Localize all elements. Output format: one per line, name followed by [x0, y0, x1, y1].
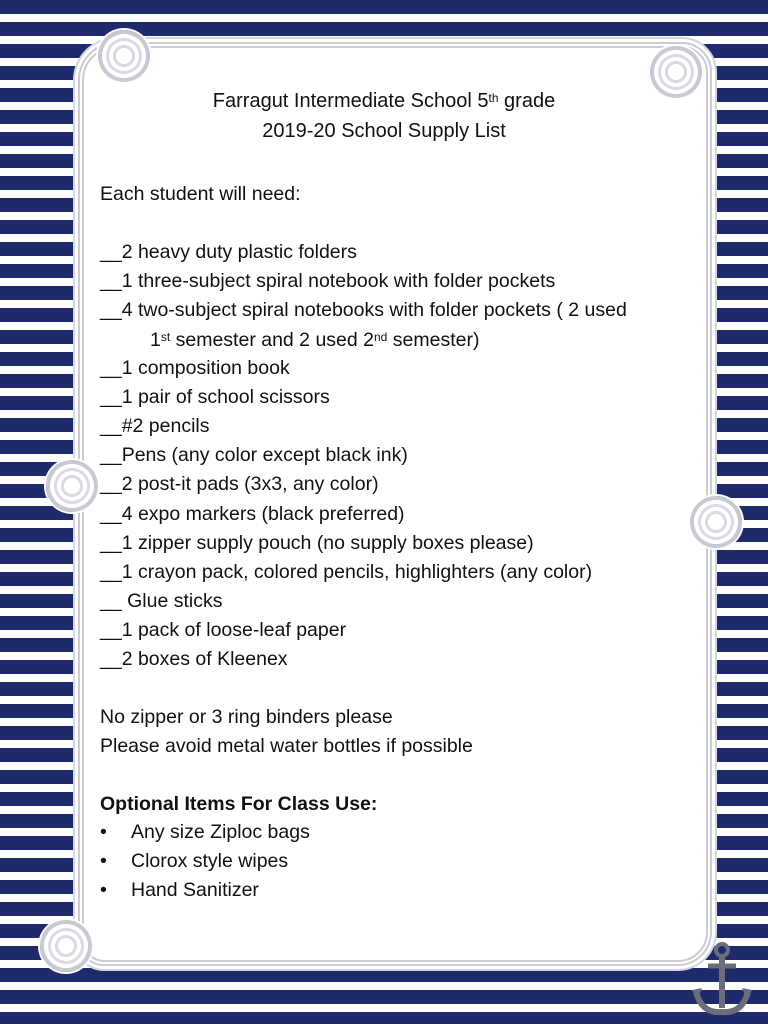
- page-subtitle: 2019-20 School Supply List: [262, 120, 506, 142]
- list-item: __Pens (any color except black ink): [100, 444, 408, 466]
- list-item: __ Glue sticks: [100, 590, 223, 612]
- list-item: __1 pair of school scissors: [100, 386, 330, 408]
- list-item: __2 post-it pads (3x3, any color): [100, 473, 379, 495]
- bullet-icon: •: [100, 821, 107, 843]
- rope-knot-bottom-left: [40, 920, 92, 972]
- list-item: __4 two-subject spiral notebooks with folder pockets ( 2 used: [100, 299, 627, 321]
- list-item: __2 heavy duty plastic folders: [100, 241, 357, 263]
- note-text: Please avoid metal water bottles if possible: [100, 735, 473, 757]
- list-item: __1 crayon pack, colored pencils, highlighters (any color): [100, 561, 593, 583]
- bullet-item: • Hand Sanitizer: [100, 879, 259, 901]
- bullet-icon: •: [100, 850, 107, 872]
- list-item: __4 expo markers (black preferred): [100, 503, 405, 525]
- bullet-item: • Clorox style wipes: [100, 850, 289, 872]
- optional-heading: Optional Items For Class Use:: [100, 793, 378, 815]
- anchor-icon: [690, 940, 754, 1020]
- note-text: No zipper or 3 ring binders please: [100, 706, 393, 728]
- rope-knot-mid-right: [690, 496, 742, 548]
- rope-knot-top-left: [98, 30, 150, 82]
- rope-knot-mid-left: [46, 460, 98, 512]
- list-item: __2 boxes of Kleenex: [100, 648, 288, 670]
- list-item: __#2 pencils: [100, 415, 210, 437]
- bullet-icon: •: [100, 879, 107, 901]
- list-item: __1 zipper supply pouch (no supply boxes please): [100, 532, 534, 554]
- intro-text: Each student will need:: [100, 183, 301, 205]
- page-title: Farragut Intermediate School 5th grade: [212, 90, 556, 112]
- bullet-item: • Any size Ziploc bags: [100, 821, 310, 843]
- list-item: __1 composition book: [100, 357, 290, 379]
- list-item: __1 three-subject spiral notebook with folder pockets: [100, 270, 556, 292]
- list-item-continuation: 1st semester and 2 used 2nd semester): [150, 329, 480, 351]
- list-item: __1 pack of loose-leaf paper: [100, 619, 347, 641]
